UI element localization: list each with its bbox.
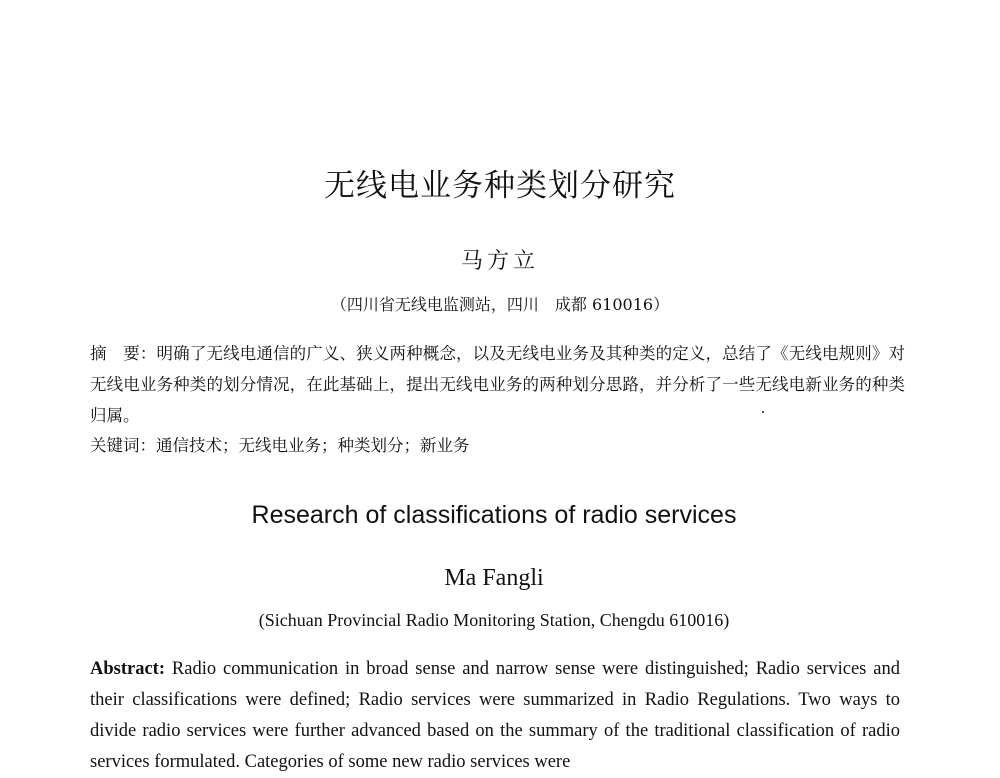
chinese-abstract: [90, 338, 905, 431]
english-title: Research of classifications of radio services: [251, 501, 737, 529]
chinese-affiliation: （四川省无线电监测站，四川 成都 610016）: [330, 295, 670, 314]
chinese-title: 无线电业务种类划分研究: [324, 168, 676, 204]
scan-speck: [762, 411, 764, 413]
chinese-keywords-text: 通信技术；无线电业务；种类划分；新业务: [156, 436, 470, 455]
english-abstract-label: Abstract:: [90, 659, 166, 679]
chinese-keywords: [90, 430, 905, 461]
chinese-abstract-text: 明确了无线电通信的广义、狭义两种概念，以及无线电业务及其种类的定义，总结了《无线电规则》对无线电业务种类的划分情况，在此基础上，提出无线电业务的两种划分思路，并分析了一些无线电新业务的种类归属。: [90, 344, 906, 425]
chinese-author: 马方立: [460, 249, 539, 274]
english-affiliation: (Sichuan Provincial Radio Monitoring Station, Chengdu 610016): [258, 610, 730, 630]
english-abstract: [90, 654, 900, 778]
english-abstract-text: Radio communication in broad sense and narrow sense were distinguished; Radio services and their classifications were defined; Radio services were summarized in Radio Regulations. Two ways to divide radio services were further advanced based on the summary of the traditional classification of radio services formulated. Categories of some new radio services were: [90, 659, 900, 772]
chinese-abstract-label: 摘 要：: [90, 344, 157, 363]
english-author: Ma Fangli: [444, 565, 544, 591]
chinese-keywords-label: 关键词：: [90, 436, 156, 455]
